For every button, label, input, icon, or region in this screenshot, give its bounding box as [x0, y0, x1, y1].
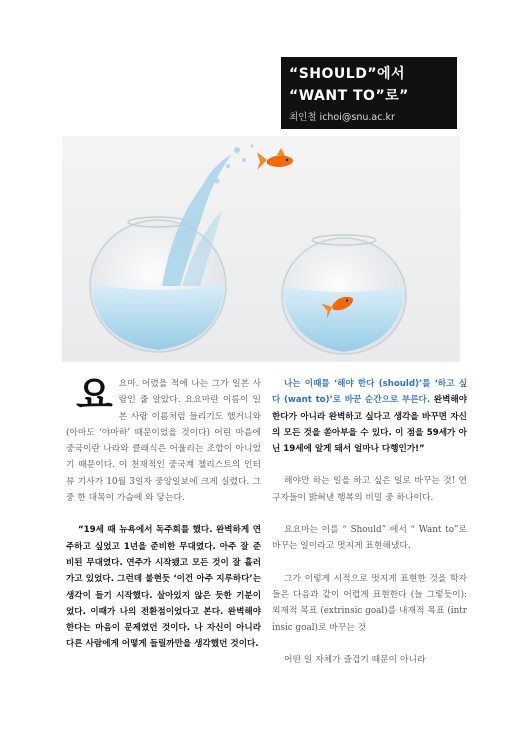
article-column-right [272, 376, 467, 684]
quote-rest: 완벽해야 한다가 아니라 완벽하고 싶다고 생각을 바꾸면 자신의 모든 것을 쏟아부을 수 있다. 이 점을 59세가 아닌 19세에 알게 돼서 얼마나 다행인가!” [272, 395, 468, 455]
author-byline: 최인철 ichoi@snu.ac.kr [289, 112, 395, 123]
intro-paragraph [66, 373, 261, 506]
article-column-left [66, 373, 261, 669]
goldfish-jumping-icon [257, 148, 293, 170]
fishbowl-right-icon [282, 235, 406, 354]
drop-cap: 요 [76, 373, 113, 417]
quote-continuation [272, 376, 467, 457]
body-paragraph-2: 요요마는 이를 “ Should” 에서 “ Want to”로 바꾸는 일이라고 멋지게 표현해냈다. [272, 525, 467, 552]
hero-image [62, 136, 460, 362]
quote-highlight: 나는 이때를 ‘해야 한다 (should)’를 ‘하고 싶다 (want to)’로 바꾼 순간으로 부른다. [272, 379, 467, 406]
yoyoma-quote: “19세 때 뉴욕에서 독주회를 했다. 완벽하게 연주하고 싶었고 1년을 준비한 무대였다. 아주 잘 준비된 무대였다. 연주가 시작됐고 모든 것이 잘 흘러가고 있었다. 그런데 불현듯 ‘이건 아주 지루하다’는 생각이 들기 시작했다. 살아있지 않은 듯한 기분이었다. 이때가 나의 전환점이었다고 본다. 완벽해야 한다는 마음이 문제였던 것이다. 나 자신이 아니라 다른 사람에게 어떻게 들릴까만을 생각했던 것이다. [66, 525, 261, 650]
fishbowl-illustration [62, 136, 460, 362]
title-line-1: “SHOULD”에서 [289, 66, 406, 82]
title-box [281, 57, 457, 129]
intro-text: 요마. 어렸을 적에 나는 그가 일본 사람인 줄 알았다. 요요마란 이름이 일본 사람 이름처럼 들리기도 했거니와 (아마도 ‘야마하’ 때문이었을 것이다) 어린 마음에 중국이란 나라와 클래식은 어울리는 조합이 아니었기 때문이다. 이 천재적인 중국계 첼리스트의 인터뷰 기사가 10월 3일자 중앙일보에 크게 실렸다. 그 중 한 대목이 가슴에 와 닿는다. [66, 379, 261, 504]
body-paragraph-1: 해야만 하는 일을 하고 싶은 일로 바꾸는 것! 연구자들이 밝혀낸 행복의 비밀 중 하나이다. [272, 476, 467, 503]
title-line-2: “WANT TO”로” [289, 88, 409, 104]
body-paragraph-4: 어떤 일 자체가 즐겁기 때문이 아니라 [284, 654, 426, 665]
body-paragraph-3: 그가 이렇게 시적으로 멋지게 표현한 것을 학자들은 다음과 같이 어렵게 표현한다 (늘 그렇듯이): 외재적 목표 (extrinsic goal)를 내재적 목표 (intrinsic goal)로 바꾸는 것 [272, 573, 467, 633]
